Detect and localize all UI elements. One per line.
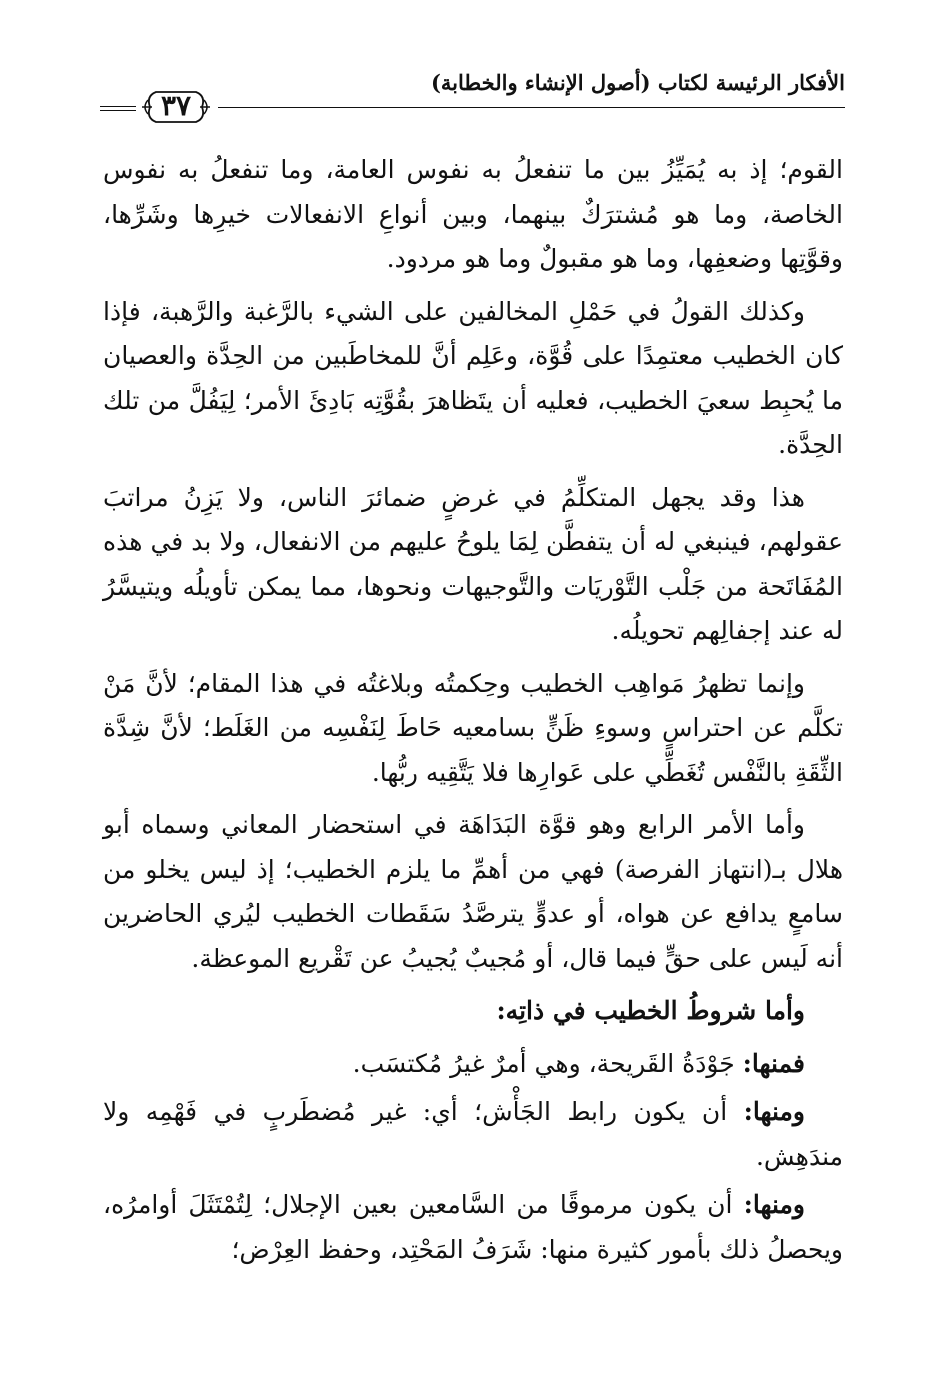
heading-text: وأما شروطُ الخطيب في ذاتِه: xyxy=(496,996,805,1025)
item-text: أن يكون رابط الجَأْش؛ أي: غير مُضطَربٍ في فَهْمِه ولا مندَهِش. xyxy=(103,1097,843,1171)
running-title: الأفكار الرئيسة لكتاب (أصول الإنشاء والخطابة) xyxy=(430,70,845,95)
running-header xyxy=(100,70,845,130)
condition-item xyxy=(103,1183,843,1272)
item-text: أن يكون مرموقًا من السَّامعين بعين الإجلال؛ لِتُمْتَثَلَ أوامرُه، ويحصلُ ذلك بأمور كثيرة منها: شَرَفُ المَحْتِد، وحفظ العِرْض؛ xyxy=(103,1190,843,1264)
paragraph xyxy=(103,803,843,981)
item-lead: ومنها: xyxy=(743,1097,805,1126)
section-heading xyxy=(103,989,843,1034)
paragraph xyxy=(103,662,843,796)
paragraph-text: وأما الأمر الرابع وهو قوَّة البَدَاهَة في استحضار المعاني وسماه أبو هلال بـ(انتهاز الفرصة) فهي من أهمِّ ما يلزم الخطيب؛ إذ ليس يخلو من سامعٍ يدافع عن هواه، أو عدوٍّ يترصَّدُ سَقَطات الخطيب ليُري الحاضرين أنه لَيس على حقٍّ فيما قال، أو مُجيبٌ يُجيبُ عن تَقْريع الموعظة. xyxy=(103,810,843,973)
item-text: جَوْدَةُ القَريحة، وهي أمرٌ غيرُ مُكتسَب. xyxy=(352,1048,743,1078)
condition-item xyxy=(103,1042,843,1087)
item-lead: ومنها: xyxy=(743,1190,805,1219)
paragraph xyxy=(103,476,843,654)
paragraph-text: وإنما تظهرُ مَواهِب الخطيب وحِكمتُه وبلاغتُه في هذا المقام؛ لأنَّ مَنْ تكلَّم عن احتراسٍ وسوءِ ظَنٍّ بسامعيه حَاطَ لِنَفْسِه من الغَلَط؛ لأنَّ شِدَّة الثِّقَةِ بالنَّفْس تُغَطِّي على عَوارِها فلا يَتَّقِيه ربُّها. xyxy=(103,668,843,787)
condition-item xyxy=(103,1090,843,1179)
paragraph xyxy=(103,148,843,282)
page-body xyxy=(103,148,843,1276)
paragraph-text: وكذلك القولُ في حَمْلِ المخالفين على الشيء بالرَّغبة والرَّهبة، فإذا كان الخطيب معتمِدًا على قُوَّة، وعَلِم أنَّ للمخاطَبين من الحِدَّة والعصيان ما يُحبِط سعيَ الخطيب، فعليه أن يتَظاهرَ بقُوَّتِه بَادِئَ الأمر؛ لِيَفُلَّ من تلك الحِدَّة. xyxy=(103,296,843,459)
page-number: ٣٧ xyxy=(160,89,192,122)
page-number-badge xyxy=(138,82,214,132)
paragraph-text: القوم؛ إذ به يُمَيِّزُ بين ما تنفعلُ به نفوس العامة، وما تنفعلُ به نفوس الخاصة، وما هو مُشترَكٌ بينهما، وبين أنواعِ الانفعالات خيرِها وشَرِّها، وقوَّتِها وضعفِها، وما هو مقبولٌ وما هو مردود. xyxy=(103,155,844,273)
header-rule-double xyxy=(100,106,136,111)
header-rule xyxy=(218,107,845,108)
paragraph xyxy=(103,290,843,468)
item-lead: فمنها: xyxy=(742,1048,805,1078)
paragraph-text: هذا وقد يجهل المتكلِّمُ في غرضٍ ضمائرَ الناس، ولا يَزِنُ مراتبَ عقولهم، فينبغي له أن يتفطَّن لِمَا يلوحُ عليهم من الانفعال، ولا بد في هذه المُفَاتَحة من جَلْب التَّوْريَات والتَّوجيهات ونحوها، مما يمكن تأويلُه ويتيسَّرُ له عند إجفالِهم تحويلُه. xyxy=(103,482,843,645)
